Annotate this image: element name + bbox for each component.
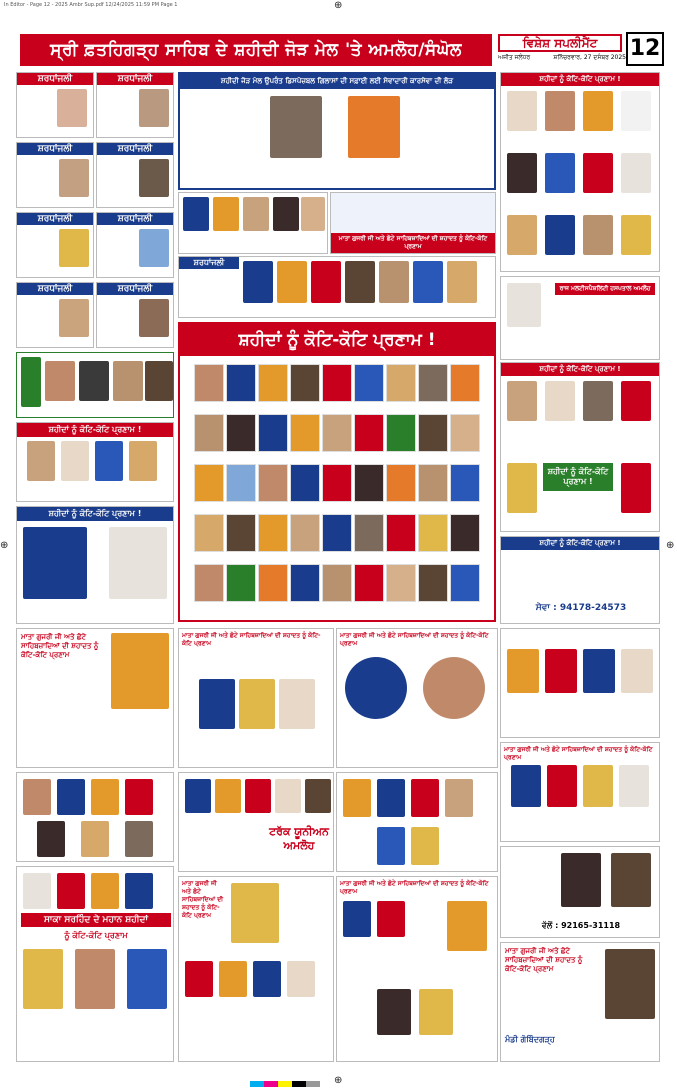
portrait-photo — [447, 901, 487, 951]
portrait-photo — [215, 779, 241, 813]
ad-heading: ਸ਼ਹੀਦਾਂ ਨੂੰ ਕੋਟਿ-ਕੋਟਿ ਪ੍ਰਣਾਮ ! — [501, 537, 659, 550]
portrait-photo — [91, 779, 119, 815]
portrait-photo — [354, 564, 384, 602]
portrait-photo — [226, 414, 256, 452]
portrait-photo — [322, 564, 352, 602]
portrait-photo — [79, 361, 109, 401]
portrait-photo — [243, 261, 273, 303]
mata-gujri-ad — [500, 942, 660, 1062]
portrait-photo — [270, 96, 322, 158]
tribute-ad — [500, 72, 660, 272]
portrait-photo — [343, 901, 371, 937]
portrait-photo — [290, 514, 320, 552]
portrait-photo — [125, 873, 153, 909]
portrait-photo — [185, 961, 213, 997]
portrait-photo — [418, 514, 448, 552]
seva-ad — [500, 536, 660, 624]
portrait-photo — [621, 91, 651, 131]
portrait-photo — [583, 215, 613, 255]
supplement-label: ਵਿਸ਼ੇਸ਼ ਸਪਲੀਮੈਂਟ — [498, 34, 622, 52]
portrait-photo — [445, 779, 473, 817]
portrait-photo — [611, 853, 651, 907]
portrait-photo — [419, 989, 453, 1035]
portrait-grid — [184, 362, 490, 612]
portrait-photo — [354, 464, 384, 502]
ad-heading: ਸ਼ਰਧਾਂਜਲੀ — [97, 213, 173, 225]
portrait-photo — [561, 853, 601, 907]
portrait-photo — [507, 463, 537, 513]
portrait-photo — [59, 159, 89, 197]
portrait-photo — [91, 873, 119, 909]
color-swatch — [306, 1081, 320, 1087]
contact-line — [501, 921, 660, 931]
portrait-photo — [57, 779, 85, 815]
seva-phone-line: ਸੇਵਾ : 94178-24573 — [535, 603, 627, 613]
ad-heading: ਸ਼ਰਧਾਂਜਲੀ — [97, 73, 173, 85]
portrait-photo — [23, 873, 51, 909]
portrait-photo — [258, 364, 288, 402]
portrait-photo — [199, 679, 235, 729]
portrait-photo — [111, 633, 169, 709]
portrait-photo — [245, 779, 271, 813]
contact-prefix: ਵੱਲੋਂ : — [541, 921, 559, 930]
seva-phone: 94178-24573 — [559, 603, 627, 613]
portrait-photo — [507, 283, 541, 327]
portrait-photo — [75, 949, 115, 1009]
portrait-photo — [507, 649, 539, 693]
mata-gujri-ad — [336, 876, 498, 1062]
tribute-ad — [16, 352, 174, 418]
portrait-photo — [413, 261, 443, 303]
ad-location: ਮੰਡੀ ਗੋਬਿੰਦਗੜ੍ਹ — [505, 1035, 555, 1044]
tribute-ad — [500, 362, 660, 532]
portrait-photo — [411, 779, 439, 817]
brand-name: ਅਜੀਤ ਜਲੰਧਰ — [498, 54, 531, 61]
ad-heading: ਮਾਤਾ ਗੁਜਰੀ ਜੀ ਅਤੇ ਛੋਟੇ ਸਾਹਿਬਜ਼ਾਦਿਆਂ ਦੀ ਸ਼ਹਾਦਤ ਨੂੰ ਕੋਟਿ-ਕੋਟਿ ਪ੍ਰਣਾਮ — [504, 746, 653, 761]
color-swatch — [292, 1081, 306, 1087]
shardhanjali-ad — [16, 72, 94, 138]
portrait-photo — [311, 261, 341, 303]
portrait-photo — [61, 441, 89, 481]
portrait-photo — [253, 961, 281, 997]
ad-heading: ਸ਼ਰਧਾਂਜਲੀ — [17, 143, 93, 155]
ad-heading: ਸ਼ਹੀਦਾਂ ਨੂੰ ਕੋਟਿ-ਕੋਟਿ ਪ੍ਰਣਾਮ ! — [501, 363, 659, 376]
portrait-photo — [377, 989, 411, 1035]
ad-heading: ਸ਼ਰਧਾਂਜਲੀ — [179, 257, 239, 269]
portrait-photo — [447, 261, 477, 303]
portrait-photo — [545, 381, 575, 421]
portrait-photo — [287, 961, 315, 997]
portrait-photo — [290, 464, 320, 502]
page-number: 12 — [626, 32, 664, 66]
ad-heading: ਸ਼ਹੀਦੀ ਜੋੜ ਮੇਲ ਉਪਰੰਤ ਡਿਸਪੋਜ਼ਬਲ ਗਿਲਾਸਾਂ ਦੀ ਸਫ਼ਾਈ ਲਈ ਸੇਵਾਦਾਰੀ ਕਾਰਸੇਵਾ ਦੀ ਲੋੜ — [180, 74, 494, 89]
portrait-photo — [507, 153, 537, 193]
portrait-photo — [194, 414, 224, 452]
portrait-photo — [354, 364, 384, 402]
portrait-photo — [348, 96, 400, 158]
dateline — [498, 54, 626, 62]
mata-gujri-ad — [336, 628, 498, 768]
saka-sirhind-ad — [16, 866, 174, 1062]
portrait-photo — [219, 961, 247, 997]
portrait-photo — [226, 364, 256, 402]
shardhanjali-ad — [96, 72, 174, 138]
ad-heading: ਸ਼ਰਧਾਂਜਲੀ — [17, 283, 93, 295]
tribute-ad — [16, 506, 174, 624]
ad-heading: ਮਾਤਾ ਗੁਜਰੀ ਜੀ ਅਤੇ ਛੋਟੇ ਸਾਹਿਬਜ਼ਾਦਿਆਂ ਦੀ ਸ਼ਹਾਦਤ ਨੂੰ ਕੋਟਿ-ਕੋਟਿ ਪ੍ਰਣਾਮ — [340, 632, 489, 647]
registration-mark-right: ⊕ — [666, 540, 675, 551]
portrait-photo — [450, 514, 480, 552]
portrait-photo — [37, 821, 65, 857]
shardhanjali-ad — [16, 142, 94, 208]
portrait-photo — [226, 464, 256, 502]
tribute-text: ਸ਼ਹੀਦਾਂ ਨੂੰ ਕੋਟਿ-ਕੋਟਿ ਪ੍ਰਣਾਮ ! — [543, 463, 613, 491]
portrait-photo — [386, 364, 416, 402]
ad-heading: ਸ਼ਹੀਦਾਂ ਨੂੰ ਕੋਟਿ-ਕੋਟਿ ਪ੍ਰਣਾਮ ! — [501, 73, 659, 86]
color-swatch — [278, 1081, 292, 1087]
portrait-photo — [507, 381, 537, 421]
photo-ad — [336, 772, 498, 872]
ad-heading: ਸ਼ਰਧਾਂਜਲੀ — [17, 73, 93, 85]
shardhanjali-ad — [96, 212, 174, 278]
portrait-photo — [194, 564, 224, 602]
portrait-photo — [507, 91, 537, 131]
portrait-photo — [57, 873, 85, 909]
portrait-photo — [139, 299, 169, 337]
portrait-photo — [345, 657, 407, 719]
portrait-photo — [145, 361, 173, 401]
portrait-photo — [450, 414, 480, 452]
saka-title: ਸਾਕਾ ਸਰਹਿੰਦ ਦੇ ਮਹਾਨ ਸ਼ਹੀਦਾਂ — [21, 913, 171, 927]
portrait-photo — [129, 441, 157, 481]
safai-ad — [178, 72, 496, 190]
portrait-photo — [243, 197, 269, 231]
portrait-photo — [290, 564, 320, 602]
portrait-photo — [450, 364, 480, 402]
portrait-photo — [583, 91, 613, 131]
photo-ad — [500, 628, 660, 738]
portrait-photo — [113, 361, 143, 401]
portrait-photo — [109, 527, 167, 599]
portrait-photo — [185, 779, 211, 813]
contact-phone: 92165-31118 — [561, 921, 621, 930]
tribute-label-block — [21, 357, 41, 407]
hospital-name: ਰਾਜ ਮਲਟੀਸਪੈਸ਼ਲਿਟੀ ਹਸਪਤਾਲ ਅਮਲੋਹ — [555, 283, 655, 295]
portrait-photo — [125, 779, 153, 815]
portrait-photo — [305, 779, 331, 813]
portrait-photo — [258, 564, 288, 602]
portrait-photo — [290, 414, 320, 452]
portrait-photo — [386, 414, 416, 452]
ad-heading: ਸ਼ਰਧਾਂਜਲੀ — [17, 213, 93, 225]
portrait-photo — [127, 949, 167, 1009]
portrait-photo — [545, 91, 575, 131]
portrait-photo — [418, 564, 448, 602]
portrait-photo — [279, 679, 315, 729]
portrait-photo — [322, 514, 352, 552]
saka-subtitle: ਨੂੰ ਕੋਟਿ-ਕੋਟਿ ਪ੍ਰਣਾਮ — [64, 931, 128, 940]
portrait-photo — [139, 89, 169, 127]
mata-gujri-ad — [178, 628, 334, 768]
ad-heading: ਸ਼ਰਧਾਂਜਲੀ — [97, 143, 173, 155]
portrait-photo — [583, 153, 613, 193]
portrait-photo — [301, 197, 325, 231]
portrait-photo — [621, 215, 651, 255]
portrait-photo — [379, 261, 409, 303]
ad-heading: ਮਾਤਾ ਗੁਜਰੀ ਜੀ ਅਤੇ ਛੋਟੇ ਸਾਹਿਬਜ਼ਾਦਿਆਂ ਦੀ ਸ਼ਹਾਦਤ ਨੂੰ ਕੋਟਿ-ਕੋਟਿ ਪ੍ਰਣਾਮ — [340, 880, 489, 895]
mata-gujri-ad — [16, 628, 174, 768]
shardhanjali-ad — [96, 282, 174, 348]
portrait-photo — [621, 649, 653, 693]
portrait-photo — [277, 261, 307, 303]
portrait-photo — [386, 564, 416, 602]
portrait-photo — [273, 197, 299, 231]
portrait-photo — [57, 89, 87, 127]
portrait-photo — [95, 441, 123, 481]
portrait-photo — [322, 464, 352, 502]
photo-ad — [16, 772, 174, 862]
portrait-photo — [450, 564, 480, 602]
shardhanjali-strip — [178, 256, 496, 318]
portrait-photo — [213, 197, 239, 231]
portrait-photo — [194, 514, 224, 552]
portrait-photo — [258, 514, 288, 552]
registration-mark-left: ⊕ — [0, 540, 9, 551]
portrait-photo — [545, 649, 577, 693]
color-swatch — [250, 1081, 264, 1087]
registration-mark-bottom: ⊕ — [334, 1075, 343, 1086]
portrait-photo — [621, 381, 651, 421]
portrait-photo — [418, 464, 448, 502]
portrait-photo — [411, 827, 439, 865]
truck-union-name: ਟਰੱਕ ਯੂਨੀਅਨ ਅਮਲੋਹ — [269, 825, 329, 852]
contact-ad — [500, 846, 660, 938]
portrait-photo — [125, 821, 153, 857]
portrait-photo — [343, 779, 371, 817]
shardhanjali-ad — [96, 142, 174, 208]
tribute-ad — [16, 422, 174, 502]
registration-mark-top: ⊕ — [334, 0, 343, 11]
portrait-photo — [511, 765, 541, 807]
hospital-ad — [500, 276, 660, 360]
portrait-photo — [583, 649, 615, 693]
main-tribute-ad — [178, 322, 496, 622]
ad-heading: ਸ਼ਰਧਾਂਜਲੀ — [97, 283, 173, 295]
portrait-photo — [59, 229, 89, 267]
portrait-photo — [345, 261, 375, 303]
masthead-title: ਸ੍ਰੀ ਫ਼ਤਹਿਗੜ੍ਹ ਸਾਹਿਬ ਦੇ ਸ਼ਹੀਦੀ ਜੋੜ ਮੇਲ 'ਤੇ ਅਮਲੋਹ/ਸੰਘੋਲ — [20, 34, 492, 66]
portrait-photo — [377, 901, 405, 937]
issue-date: ਸ਼ਨਿੱਚਰਵਾਰ, 27 ਦਸੰਬਰ 2025 — [553, 54, 626, 61]
portrait-photo — [621, 463, 651, 513]
ad-heading: ਮਾਤਾ ਗੁਜਰੀ ਜੀ ਅਤੇ ਛੋਟੇ ਸਾਹਿਬਜ਼ਾਦਿਆਂ ਦੀ ਸ਼ਹਾਦਤ ਨੂੰ ਕੋਟਿ-ਕੋਟਿ ਪ੍ਰਣਾਮ — [21, 633, 99, 659]
portrait-photo — [507, 215, 537, 255]
ad-heading: ਮਾਤਾ ਗੁਜਰੀ ਜੀ ਅਤੇ ਛੋਟੇ ਸਾਹਿਬਜ਼ਾਦਿਆਂ ਦੀ ਸ਼ਹਾਦਤ ਨੂੰ ਕੋਟਿ-ਕੋਟਿ ਪ੍ਰਣਾਮ — [182, 880, 224, 919]
ad-heading: ਸ਼ਹੀਦਾਂ ਨੂੰ ਕੋਟਿ-ਕੋਟਿ ਪ੍ਰਣਾਮ ! — [17, 507, 173, 521]
portrait-photo — [139, 229, 169, 267]
portrait-photo — [354, 514, 384, 552]
ad-heading: ਸ਼ਹੀਦਾਂ ਨੂੰ ਕੋਟਿ-ਕੋਟਿ ਪ੍ਰਣਾਮ ! — [17, 423, 173, 437]
portrait-photo — [377, 827, 405, 865]
ad-heading: ਸ਼ਹੀਦਾਂ ਨੂੰ ਕੋਟਿ-ਕੋਟਿ ਪ੍ਰਣਾਮ ! — [180, 324, 494, 356]
text-ad — [330, 192, 496, 254]
mata-gujri-ad — [500, 742, 660, 842]
portrait-photo — [619, 765, 649, 807]
portrait-photo — [258, 414, 288, 452]
ad-heading: ਮਾਤਾ ਗੁਜਰੀ ਜੀ ਅਤੇ ਛੋਟੇ ਸਾਹਿਬਜ਼ਾਦਿਆਂ ਦੀ ਸ਼ਹਾਦਤ ਨੂੰ ਕੋਟਿ-ਕੋਟਿ ਪ੍ਰਣਾਮ — [182, 632, 321, 647]
portrait-photo — [621, 153, 651, 193]
portrait-photo — [545, 215, 575, 255]
portrait-photo — [23, 527, 87, 599]
portrait-photo — [194, 364, 224, 402]
portrait-photo — [59, 299, 89, 337]
portrait-photo — [386, 464, 416, 502]
shardhanjali-ad — [16, 282, 94, 348]
shardhanjali-ad — [16, 212, 94, 278]
photo-ad — [178, 192, 328, 254]
portrait-photo — [418, 364, 448, 402]
portrait-photo — [386, 514, 416, 552]
color-swatch — [264, 1081, 278, 1087]
portrait-photo — [81, 821, 109, 857]
portrait-photo — [194, 464, 224, 502]
portrait-photo — [275, 779, 301, 813]
portrait-photo — [423, 657, 485, 719]
seva-label: ਸੇਵਾ — [535, 603, 550, 613]
portrait-photo — [27, 441, 55, 481]
portrait-photo — [23, 779, 51, 815]
portrait-photo — [545, 153, 575, 193]
portrait-photo — [231, 883, 279, 943]
portrait-photo — [23, 949, 63, 1009]
portrait-photo — [583, 765, 613, 807]
portrait-photo — [290, 364, 320, 402]
print-slug: In Editor - Page 12 - 2025 Ambr Sup.pdf 12/24/2025 11:59 PM Page 1 — [4, 2, 178, 8]
portrait-photo — [183, 197, 209, 231]
portrait-photo — [418, 414, 448, 452]
portrait-photo — [354, 414, 384, 452]
portrait-photo — [239, 679, 275, 729]
portrait-photo — [226, 564, 256, 602]
portrait-photo — [139, 159, 169, 197]
portrait-photo — [322, 414, 352, 452]
color-bar — [250, 1081, 320, 1087]
portrait-photo — [450, 464, 480, 502]
page-header — [6, 30, 670, 68]
ad-heading: ਮਾਤਾ ਗੁਜਰੀ ਜੀ ਅਤੇ ਛੋਟੇ ਸਾਹਿਬਜ਼ਾਦਿਆਂ ਦੀ ਸ਼ਹਾਦਤ ਨੂੰ ਕੋਟਿ-ਕੋਟਿ ਪ੍ਰਣਾਮ — [505, 947, 583, 973]
mata-gujri-ad — [178, 876, 334, 1062]
ad-heading: ਮਾਤਾ ਗੁਜਰੀ ਜੀ ਅਤੇ ਛੋਟੇ ਸਾਹਿਬਜ਼ਾਦਿਆਂ ਦੀ ਸ਼ਹਾਦਤ ਨੂੰ ਕੋਟਿ-ਕੋਟਿ ਪ੍ਰਣਾਮ — [331, 233, 495, 253]
portrait-photo — [258, 464, 288, 502]
truck-union-ad — [178, 772, 334, 872]
portrait-photo — [605, 949, 655, 1019]
portrait-photo — [226, 514, 256, 552]
portrait-photo — [322, 364, 352, 402]
portrait-photo — [583, 381, 613, 421]
portrait-photo — [45, 361, 75, 401]
portrait-photo — [547, 765, 577, 807]
portrait-photo — [377, 779, 405, 817]
